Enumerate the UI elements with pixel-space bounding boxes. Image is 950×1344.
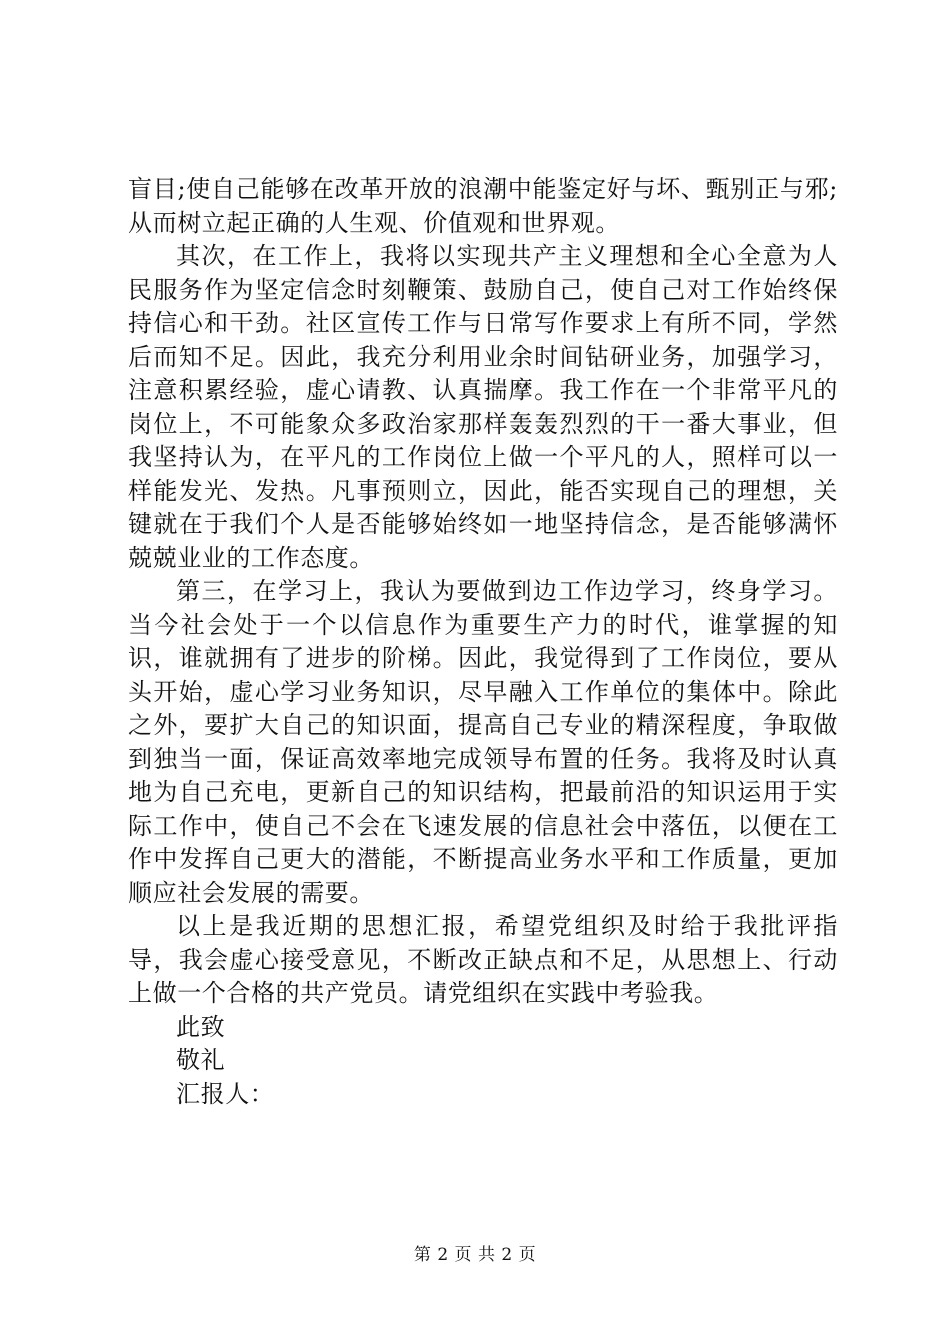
page-footer bbox=[0, 1240, 950, 1265]
paragraph-work: 其次，在工作上，我将以实现共产主义理想和全心全意为人民服务作为坚定信念时刻鞭策、鼓励自己，使自己对工作始终保持信心和干劲。社区宣传工作与日常写作要求上有所不同，学然后而知不足。因此，我充分利用业余时间钻研业务，加强学习，注意积累经验，虚心请教、认真揣摩。我工作在一个非常平凡的岗位上，不可能象众多政治家那样轰轰烈烈的干一番大事业，但我坚持认为，在平凡的工作岗位上做一个平凡的人，照样可以一样能发光、发热。凡事预则立，因此，能否实现自己的理想，关键就在于我们个人是否能够始终如一地坚持信念，是否能够满怀兢兢业业的工作态度。 bbox=[128, 242, 838, 572]
reporter-signature-label: 汇报人： bbox=[176, 1079, 275, 1108]
page-number: 第 2 页 共 2 页 bbox=[413, 1245, 537, 1265]
paragraph-study: 第三，在学习上，我认为要做到边工作边学习，终身学习。当今社会处于一个以信息作为重要生产力的时代，谁掌握的知识，谁就拥有了进步的阶梯。因此，我觉得到了工作岗位，要从头开始，虚心学习业务知识，尽早融入工作单位的集体中。除此之外，要扩大自己的知识面，提高自己专业的精深程度，争取做到独当一面，保证高效率地完成领导布置的任务。我将及时认真地为自己充电，更新自己的知识结构，把最前沿的知识运用于实际工作中，使自己不会在飞速发展的信息社会中落伍，以便在工作中发挥自己更大的潜能，不断提高业务水平和工作质量，更加顺应社会发展的需要。 bbox=[128, 577, 838, 907]
closing-salutation: 此致 bbox=[176, 1012, 226, 1041]
closing-respect: 敬礼 bbox=[176, 1046, 226, 1074]
document-body bbox=[128, 173, 838, 1111]
paragraph-conclusion: 以上是我近期的思想汇报，希望党组织及时给于我批评指导，我会虚心接受意见，不断改正缺点和不足，从思想上、行动上做一个合格的共产党员。请党组织在实践中考验我。 bbox=[128, 912, 838, 1007]
paragraph-intro-continuation: 盲目;使自己能够在改革开放的浪潮中能鉴定好与坏、甄别正与邪;从而树立起正确的人生观、价值观和世界观。 bbox=[128, 175, 838, 237]
